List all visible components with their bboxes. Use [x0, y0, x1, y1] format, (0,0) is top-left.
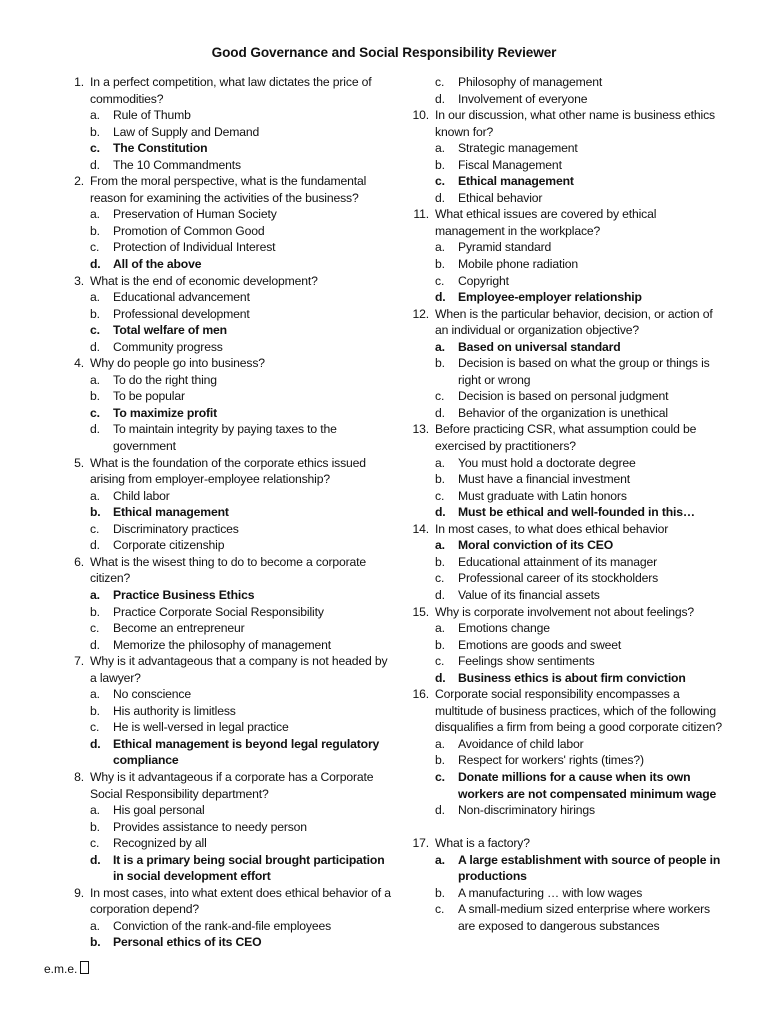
option-letter: c. — [435, 488, 445, 503]
answer-option — [407, 587, 727, 604]
option-text: Practice Corporate Social Responsibility — [113, 604, 324, 619]
answer-option — [62, 488, 392, 505]
question-number: 11. — [413, 207, 429, 222]
option-text: Professional development — [113, 306, 250, 321]
question-number: 17. — [412, 836, 429, 851]
question-number: 12. — [412, 306, 429, 321]
question-item — [62, 173, 392, 206]
option-text: Child labor — [113, 488, 170, 503]
answer-option — [407, 91, 727, 108]
answer-option — [407, 554, 727, 571]
question-text: From the moral perspective, what is the fundamental reason for examining the activities of the business? — [90, 174, 367, 205]
option-letter: c. — [90, 621, 100, 636]
option-letter: c. — [90, 323, 100, 338]
option-letter: b. — [90, 389, 100, 404]
spacer — [407, 819, 727, 836]
option-letter: a. — [90, 488, 100, 503]
option-letter: d. — [90, 257, 101, 272]
right-column — [407, 74, 727, 934]
option-text: Provides assistance to needy person — [113, 819, 307, 834]
option-text: Professional career of its stockholders — [458, 571, 659, 586]
answer-option-correct — [407, 537, 727, 554]
option-letter: d. — [435, 670, 446, 685]
question-number: 13. — [412, 422, 429, 437]
option-letter: a. — [435, 736, 445, 751]
option-letter: d. — [435, 587, 445, 602]
question-number: 15. — [412, 604, 429, 619]
option-letter: a. — [90, 587, 100, 602]
question-text: Corporate social responsibility encompasses a multitude of business practices, which of the following disqualifies a firm from being a good corporate citizen? — [435, 687, 722, 735]
left-column — [62, 74, 392, 951]
option-text: Copyright — [458, 273, 509, 288]
answer-option — [62, 835, 392, 852]
option-text: Moral conviction of its CEO — [458, 538, 614, 553]
answer-option — [407, 570, 727, 587]
answer-option — [407, 885, 727, 902]
option-letter: b. — [435, 356, 445, 371]
answer-option — [62, 124, 392, 141]
option-text: A small-medium sized enterprise where workers are exposed to dangerous substances — [458, 902, 710, 933]
option-text: Decision is based on what the group or things is right or wrong — [458, 356, 710, 387]
answer-option — [62, 289, 392, 306]
answer-option-correct — [407, 289, 727, 306]
option-text: Discriminatory practices — [113, 521, 239, 536]
question-text: Why is corporate involvement not about feelings? — [435, 604, 695, 619]
option-letter: b. — [90, 819, 100, 834]
question-text: Why is it advantageous that a company is not headed by a lawyer? — [90, 654, 388, 685]
answer-option — [62, 388, 392, 405]
option-text: Community progress — [113, 339, 223, 354]
option-text: Preservation of Human Society — [113, 207, 277, 222]
option-letter: b. — [90, 223, 100, 238]
option-text: The Constitution — [113, 141, 208, 156]
option-text: Ethical management — [113, 505, 229, 520]
option-text: Emotions are goods and sweet — [458, 637, 622, 652]
option-letter: a. — [90, 918, 100, 933]
answer-option — [407, 355, 727, 388]
answer-option — [407, 471, 727, 488]
answer-option — [62, 819, 392, 836]
option-letter: a. — [90, 290, 100, 305]
answer-option — [62, 620, 392, 637]
checkbox-glyph-icon — [80, 961, 89, 974]
answer-option — [62, 686, 392, 703]
option-text: Philosophy of management — [458, 75, 603, 89]
option-text: Become an entrepreneur — [113, 621, 245, 636]
option-letter: b. — [435, 157, 445, 172]
question-item — [407, 421, 727, 454]
answer-option — [62, 719, 392, 736]
answer-option-correct — [407, 339, 727, 356]
option-letter: d. — [90, 157, 100, 172]
option-letter: d. — [435, 91, 445, 106]
answer-option — [407, 455, 727, 472]
question-text: Why do people go into business? — [90, 356, 265, 371]
answer-option-correct — [62, 736, 392, 769]
option-letter: c. — [435, 654, 445, 669]
option-letter: b. — [435, 753, 445, 768]
option-text: Non-discriminatory hirings — [458, 803, 595, 818]
option-text: Ethical behavior — [458, 190, 543, 205]
option-letter: d. — [90, 852, 101, 867]
option-letter: a. — [435, 538, 445, 553]
option-text: His goal personal — [113, 803, 205, 818]
option-text: Based on universal standard — [458, 339, 621, 354]
option-text: No conscience — [113, 687, 191, 702]
question-text: What is the foundation of the corporate ethics issued arising from employer-employee relationship? — [90, 455, 366, 487]
answer-option — [62, 339, 392, 356]
answer-option — [407, 620, 727, 637]
question-item — [407, 206, 727, 239]
option-text: Employee-employer relationship — [458, 290, 642, 305]
answer-option — [62, 918, 392, 935]
answer-option — [62, 802, 392, 819]
option-letter: b. — [90, 306, 100, 321]
answer-option — [407, 637, 727, 654]
option-text: To maintain integrity by paying taxes to the government — [113, 422, 337, 454]
option-letter: d. — [90, 736, 101, 751]
option-text: Practice Business Ethics — [113, 587, 255, 602]
option-text: Conviction of the rank-and-file employees — [113, 918, 332, 933]
answer-option — [407, 405, 727, 422]
option-letter: d. — [90, 538, 100, 553]
answer-option-correct — [407, 769, 727, 802]
option-text: Emotions change — [458, 621, 550, 636]
answer-option-correct — [62, 405, 392, 422]
option-text: Corporate citizenship — [113, 538, 225, 553]
answer-option — [407, 901, 727, 934]
question-item — [407, 686, 727, 736]
question-number: 16. — [412, 687, 429, 702]
option-text: Promotion of Common Good — [113, 223, 265, 238]
option-letter: d. — [90, 339, 100, 354]
option-letter: c. — [90, 240, 100, 255]
question-text: In a perfect competition, what law dictates the price of commodities? — [90, 75, 372, 106]
option-text: Memorize the philosophy of management — [113, 637, 332, 652]
footer-initials: e.m.e. — [44, 962, 78, 976]
answer-option-correct — [407, 670, 727, 687]
answer-option — [407, 190, 727, 207]
answer-option-correct — [62, 587, 392, 604]
question-text: In most cases, into what extent does ethical behavior of a corporation depend? — [90, 885, 391, 917]
question-item — [62, 653, 392, 686]
question-item — [62, 273, 392, 290]
question-number: 1. — [74, 75, 84, 89]
question-item — [62, 554, 392, 587]
question-text: Before practicing CSR, what assumption could be exercised by practitioners? — [435, 422, 697, 454]
option-letter: b. — [90, 505, 101, 520]
option-letter: b. — [435, 472, 445, 487]
option-letter: c. — [90, 720, 100, 735]
option-text: Decision is based on personal judgment — [458, 389, 669, 404]
question-text: When is the particular behavior, decision, or action of an individual or organization objective? — [435, 306, 713, 338]
answer-option — [407, 736, 727, 753]
answer-option — [62, 157, 392, 174]
option-letter: d. — [435, 405, 445, 420]
question-number: 9. — [74, 885, 84, 900]
option-text: Respect for workers' rights (times?) — [458, 753, 644, 768]
option-text: Value of its financial assets — [458, 587, 600, 602]
answer-option — [407, 140, 727, 157]
question-text: In most cases, to what does ethical behavior — [435, 521, 669, 536]
question-text: What ethical issues are covered by ethical management in the workplace? — [435, 207, 657, 238]
option-letter: d. — [90, 637, 100, 652]
answer-option — [407, 802, 727, 819]
question-number: 8. — [74, 769, 84, 784]
option-text: The 10 Commandments — [113, 157, 241, 172]
answer-option — [62, 421, 392, 454]
answer-option — [407, 157, 727, 174]
option-letter: d. — [90, 422, 100, 437]
answer-option-correct — [62, 256, 392, 273]
question-item — [407, 306, 727, 339]
option-text: Mobile phone radiation — [458, 257, 579, 272]
answer-option-correct — [407, 504, 727, 521]
option-letter: c. — [90, 836, 100, 851]
question-number: 6. — [74, 554, 84, 569]
question-text: Why is it advantageous if a corporate has a Corporate Social Responsibility department? — [90, 769, 374, 801]
option-letter: a. — [435, 141, 445, 156]
option-letter: a. — [435, 240, 445, 255]
option-text: Donate millions for a cause when its own workers are not compensated minimum wage — [458, 769, 717, 801]
option-letter: a. — [90, 108, 100, 123]
question-item — [62, 455, 392, 488]
option-text: Behavior of the organization is unethical — [458, 405, 668, 420]
option-letter: b. — [435, 637, 445, 652]
answer-option — [62, 604, 392, 621]
option-letter: a. — [90, 372, 100, 387]
question-text: What is a factory? — [435, 836, 530, 851]
answer-option — [62, 223, 392, 240]
option-letter: d. — [435, 290, 446, 305]
answer-option — [62, 107, 392, 124]
option-text: Recognized by all — [113, 836, 207, 851]
option-text: All of the above — [113, 257, 202, 272]
option-text: Rule of Thumb — [113, 108, 191, 123]
option-text: Avoidance of child labor — [458, 736, 584, 751]
option-text: To maximize profit — [113, 405, 218, 420]
option-letter: d. — [435, 505, 446, 520]
option-text: A manufacturing … with low wages — [458, 885, 643, 900]
option-text: Educational advancement — [113, 290, 250, 305]
answer-option — [407, 239, 727, 256]
answer-option-correct — [407, 852, 727, 885]
option-letter: b. — [90, 604, 100, 619]
answer-option-correct — [62, 322, 392, 339]
option-letter: a. — [90, 207, 100, 222]
option-letter: c. — [90, 521, 100, 536]
answer-option — [62, 703, 392, 720]
option-letter: c. — [435, 174, 445, 189]
question-item — [62, 769, 392, 802]
option-letter: c. — [90, 405, 100, 420]
option-text: Law of Supply and Demand — [113, 124, 260, 139]
option-letter: b. — [435, 554, 445, 569]
answer-option — [62, 372, 392, 389]
option-letter: b. — [90, 935, 101, 950]
option-letter: c. — [435, 902, 445, 917]
option-text: He is well-versed in legal practice — [113, 720, 289, 735]
option-text: Educational attainment of its manager — [458, 554, 658, 569]
question-number: 3. — [74, 273, 84, 288]
option-letter: c. — [435, 769, 445, 784]
footer — [44, 961, 89, 976]
option-text: Personal ethics of its CEO — [113, 935, 262, 950]
option-text: Business ethics is about firm conviction — [458, 670, 686, 685]
question-number: 2. — [74, 174, 84, 189]
question-number: 10. — [412, 108, 429, 123]
question-text: What is the wisest thing to do to become a corporate citizen? — [90, 554, 367, 586]
answer-option — [407, 273, 727, 290]
answer-option — [62, 206, 392, 223]
option-text: Protection of Individual Interest — [113, 240, 276, 255]
question-item — [62, 74, 392, 107]
question-item — [407, 835, 727, 852]
option-text: A large establishment with source of people in productions — [458, 852, 721, 884]
option-text: Ethical management is beyond legal regulatory compliance — [113, 736, 380, 768]
question-text: What is the end of economic development? — [90, 273, 318, 288]
option-text: Strategic management — [458, 141, 578, 156]
option-letter: d. — [435, 190, 445, 205]
question-text: In our discussion, what other name is business ethics known for? — [435, 108, 715, 139]
answer-option — [62, 239, 392, 256]
option-text: Must have a financial investment — [458, 472, 631, 487]
document-title: Good Governance and Social Responsibility Reviewer — [211, 45, 557, 60]
option-letter: a. — [435, 339, 445, 354]
answer-option — [407, 388, 727, 405]
option-text: Involvement of everyone — [458, 91, 588, 106]
answer-option — [407, 488, 727, 505]
option-letter: c. — [435, 273, 445, 288]
option-text: To do the right thing — [113, 372, 217, 387]
option-letter: c. — [435, 389, 445, 404]
answer-option — [62, 637, 392, 654]
answer-option — [62, 306, 392, 323]
answer-option — [407, 752, 727, 769]
option-letter: a. — [435, 621, 445, 636]
answer-option-correct — [62, 852, 392, 885]
answer-option — [407, 74, 727, 91]
option-letter: c. — [435, 571, 445, 586]
option-text: Ethical management — [458, 174, 574, 189]
answer-option — [407, 653, 727, 670]
question-item — [407, 107, 727, 140]
option-text: To be popular — [113, 389, 185, 404]
option-letter: c. — [90, 141, 100, 156]
question-number: 14. — [412, 521, 429, 536]
option-letter: b. — [435, 885, 445, 900]
option-text: Must be ethical and well-founded in this… — [458, 505, 695, 520]
question-number: 4. — [74, 356, 84, 371]
option-text: Fiscal Management — [458, 157, 562, 172]
option-text: It is a primary being social brought participation in social development effort — [113, 852, 385, 884]
answer-option-correct — [62, 504, 392, 521]
option-letter: d. — [435, 803, 445, 818]
question-item — [62, 885, 392, 918]
answer-option — [407, 256, 727, 273]
question-number: 7. — [74, 654, 84, 669]
answer-option — [62, 521, 392, 538]
option-text: His authority is limitless — [113, 703, 236, 718]
option-letter: b. — [435, 257, 445, 272]
option-letter: b. — [90, 124, 100, 139]
answer-option-correct — [407, 173, 727, 190]
question-item — [62, 355, 392, 372]
option-text: You must hold a doctorate degree — [458, 455, 636, 470]
answer-option — [62, 537, 392, 554]
option-letter: a. — [435, 455, 445, 470]
option-text: Pyramid standard — [458, 240, 552, 255]
option-letter: b. — [90, 703, 100, 718]
question-item — [407, 604, 727, 621]
option-letter: c. — [435, 75, 445, 89]
option-letter: a. — [90, 803, 100, 818]
answer-option-correct — [62, 140, 392, 157]
option-letter: a. — [435, 852, 445, 867]
option-text: Feelings show sentiments — [458, 654, 595, 669]
question-number: 5. — [74, 455, 84, 470]
option-text: Must graduate with Latin honors — [458, 488, 627, 503]
option-letter: a. — [90, 687, 100, 702]
option-text: Total welfare of men — [113, 323, 227, 338]
answer-option-correct — [62, 934, 392, 951]
question-item — [407, 521, 727, 538]
